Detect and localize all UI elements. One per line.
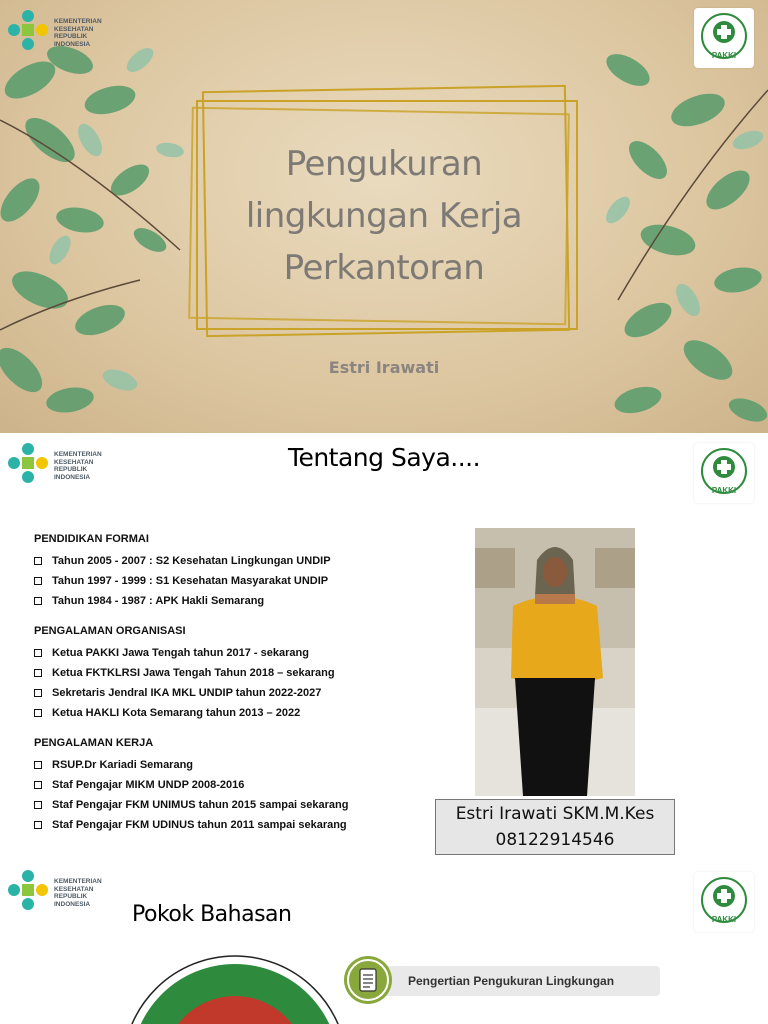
about-title: Tentang Saya.... [287,443,481,472]
list-item: Tahun 1984 - 1987 : APK Hakli Semarang [34,591,434,611]
pakki-logo [694,8,754,68]
list-item: Staf Pengajar FKM UDINUS tahun 2011 sampai sekarang [34,815,434,835]
title-slide [0,0,768,433]
kemenkes-logo [6,868,106,916]
education-section [34,533,434,611]
phone-line: 08122914546 [495,830,615,850]
topic-wheel-graphic [120,948,360,1024]
kemenkes-emblem-icon [6,441,50,485]
svg-text:PAKKI: PAKKI [711,486,737,495]
name-line: Estri Irawati SKM.M.Kes [455,804,655,824]
kemenkes-logo [6,441,106,489]
topic-label: Pengertian Pengukuran Lingkungan [408,974,615,988]
list-item: Ketua FKTKLRSI Jawa Tengah Tahun 2018 – sekarang [34,663,434,683]
clipboard-list-icon [344,956,392,1004]
leaf-decoration-left [0,0,200,433]
checkbox-bullet-icon [34,649,42,657]
checkbox-bullet-icon [34,781,42,789]
kemenkes-text: KEMENTERIAN KESEHATAN REPUBLIK INDONESIA [54,451,102,481]
list-item: Tahun 1997 - 1999 : S1 Kesehatan Masyarakat UNDIP [34,571,434,591]
checkbox-bullet-icon [34,669,42,677]
checkbox-bullet-icon [34,597,42,605]
work-section [34,737,434,835]
section-heading: PENDIDIKAN FORMAI [34,533,149,545]
section-heading: PENGALAMAN KERJA [34,737,154,749]
list-item: Ketua HAKLI Kota Semarang tahun 2013 – 2022 [34,703,434,723]
list-item: Staf Pengajar FKM UNIMUS tahun 2015 sampai sekarang [34,795,434,815]
checkbox-bullet-icon [34,689,42,697]
list-item: Staf Pengajar MIKM UNDP 2008-2016 [34,775,434,795]
list-item: Sekretaris Jendral IKA MKL UNDIP tahun 2022-2027 [34,683,434,703]
kemenkes-text: KEMENTERIAN KESEHATAN REPUBLIK INDONESIA [54,18,102,48]
name-card [435,799,675,855]
pakki-emblem-icon [694,872,754,932]
presentation-title: Pengukuran lingkungan Kerja Perkantoran [245,144,523,288]
pakki-emblem-icon [694,8,754,68]
kemenkes-emblem-icon [6,8,50,52]
profile-photo [475,528,635,796]
topics-slide [0,860,768,1024]
checkbox-bullet-icon [34,821,42,829]
pakki-logo [694,872,754,932]
cv-list [34,533,434,849]
kemenkes-logo [6,8,106,56]
topic-item-bar[interactable] [370,966,660,996]
checkbox-bullet-icon [34,557,42,565]
topics-title: Pokok Bahasan [132,902,292,927]
kemenkes-text: KEMENTERIAN KESEHATAN REPUBLIK INDONESIA [54,878,102,908]
checkbox-bullet-icon [34,801,42,809]
list-item: RSUP.Dr Kariadi Semarang [34,755,434,775]
about-me-slide [0,433,768,860]
checkbox-bullet-icon [34,709,42,717]
section-heading: PENGALAMAN ORGANISASI [34,625,186,637]
svg-text:PAKKI: PAKKI [711,915,737,924]
list-item: Tahun 2005 - 2007 : S2 Kesehatan Lingkungan UNDIP [34,551,434,571]
svg-text:PAKKI: PAKKI [711,51,737,60]
pakki-logo [694,443,754,503]
list-item: Ketua PAKKI Jawa Tengah tahun 2017 - sekarang [34,643,434,663]
pakki-emblem-icon [694,443,754,503]
checkbox-bullet-icon [34,761,42,769]
organization-section [34,625,434,723]
kemenkes-emblem-icon [6,868,50,912]
topic-icon-circle [344,956,392,1004]
author-name: Estri Irawati [328,358,440,377]
checkbox-bullet-icon [34,577,42,585]
